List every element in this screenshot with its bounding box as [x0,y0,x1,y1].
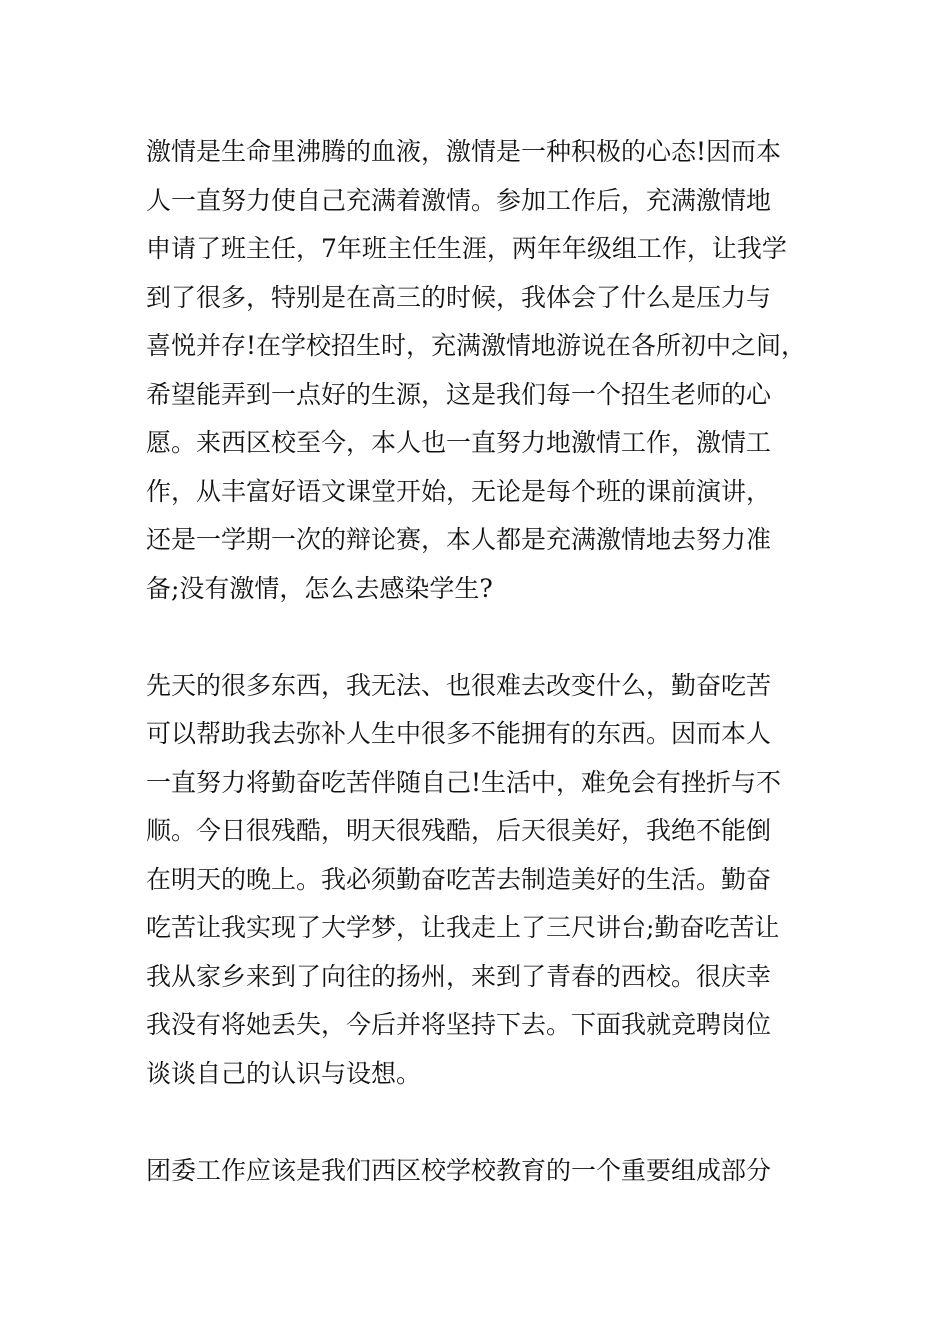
paragraph-line: 喜悦并存!在学校招生时，充满激情地游说在各所初中之间， [146,331,807,360]
paragraph-line: 先天的很多东西，我无法、也很难去改变什么，勤奋吃苦 [146,670,772,700]
paragraph-line: 激情是生命里沸腾的血液，激情是一种积极的心态!因而本 [146,137,782,166]
paragraph-line: 一直努力将勤奋吃苦伴随自己!生活中，难免会有挫折与不 [146,767,782,797]
paragraph-line: 作，从丰富好语文课堂开始，无论是每个班的课前演讲， [146,476,772,506]
paragraph-spacer [146,1098,816,1147]
document-body [146,128,816,1195]
paragraph-line: 团委工作应该是我们西区校学校教育的一个重要组成部分 [146,1155,772,1185]
paragraph-line: 我没有将她丢失，今后并将坚持下去。下面我就竞聘岗位 [146,1010,772,1039]
paragraph-3 [146,1147,816,1196]
paragraph-line: 吃苦让我实现了大学梦，让我走上了三尺讲台;勤奋吃苦让 [146,913,780,942]
paragraph-line: 还是一学期一次的辩论赛，本人都是充满激情地去努力准 [146,525,772,554]
paragraph-2 [146,662,816,1099]
paragraph-1 [146,128,816,613]
paragraph-line: 可以帮助我去弥补人生中很多不能拥有的东西。因而本人 [146,719,772,748]
paragraph-line: 人一直努力使自己充满着激情。参加工作后，充满激情地 [146,185,772,215]
paragraph-line: 希望能弄到一点好的生源，这是我们每一个招生老师的心 [146,379,772,409]
paragraph-line: 申请了班主任，7年班主任生涯，两年年级组工作，让我学 [146,234,787,263]
paragraph-line: 愿。来西区校至今，本人也一直努力地激情工作，激情工 [146,428,772,457]
paragraph-line: 到了很多，特别是在高三的时候，我体会了什么是压力与 [146,282,772,312]
paragraph-line: 备;没有激情，怎么去感染学生? [146,573,493,603]
paragraph-line: 在明天的晚上。我必须勤奋吃苦去制造美好的生活。勤奋 [146,864,772,894]
paragraph-line: 我从家乡来到了向往的扬州，来到了青春的西校。很庆幸 [146,961,772,991]
paragraph-line: 谈谈自己的认识与设想。 [146,1058,422,1088]
paragraph-line: 顺。今日很残酷，明天很残酷，后天很美好，我绝不能倒 [146,816,772,845]
paragraph-spacer [146,613,816,662]
